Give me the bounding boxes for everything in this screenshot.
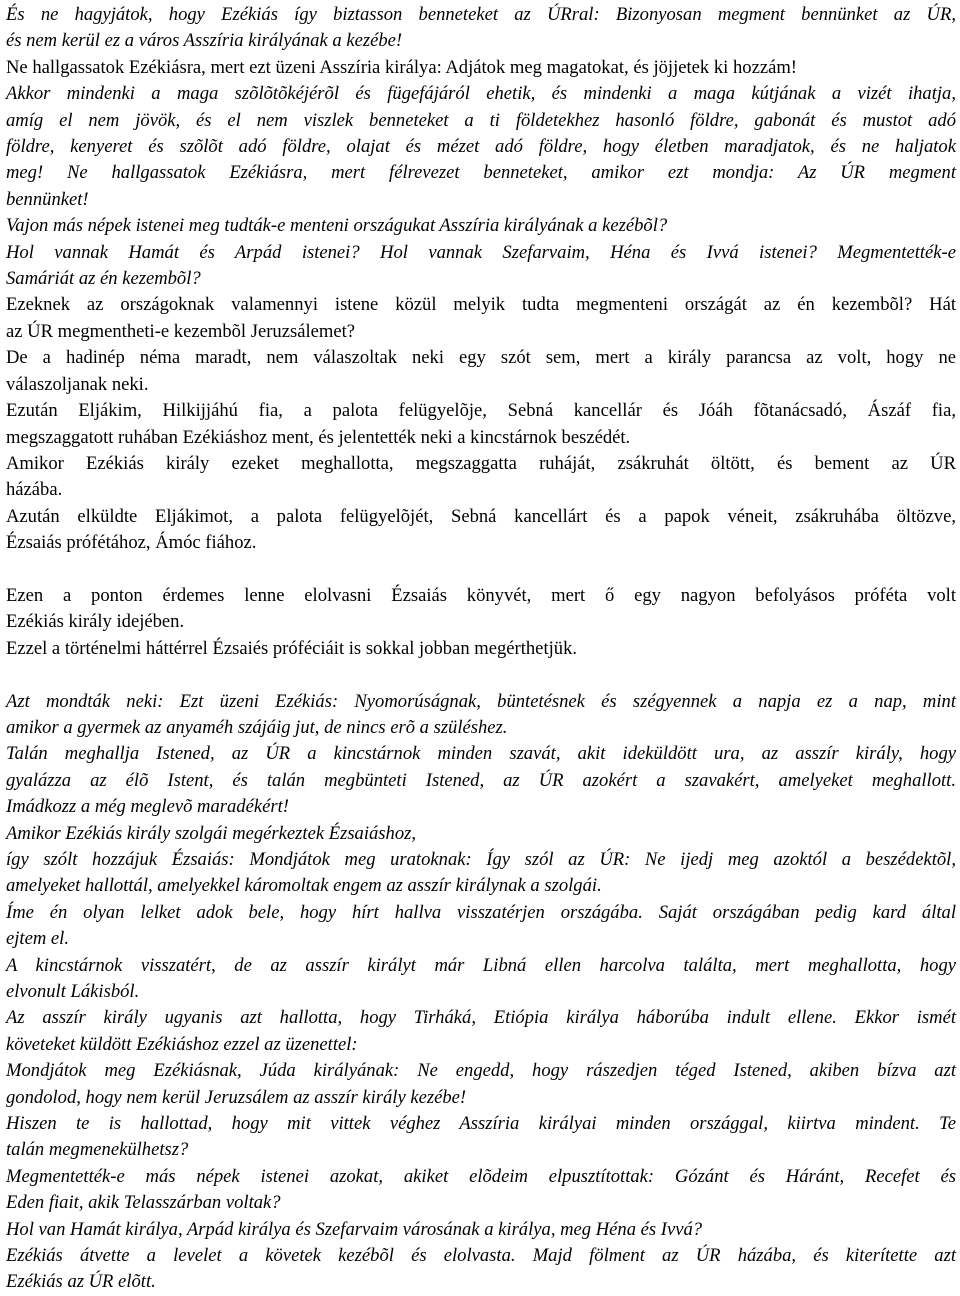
paragraph xyxy=(6,1164,956,1217)
text-line: Amikor Ezékiás király ezeket meghallotta, megszaggatta ruháját, zsákruhát öltött, és bement az ÚR xyxy=(6,452,956,474)
text-line: Azután elküldte Eljákimot, a palota felügyelõjét, Sebná kancellárt és a papok véneit, zsákruhába öltözve, xyxy=(6,505,956,527)
paragraph xyxy=(6,741,956,820)
text-line: talán megmenekülhetsz? xyxy=(6,1139,189,1161)
text-line: elvonult Lákisból. xyxy=(6,981,140,1002)
text-line: Mondjátok meg Ezékiásnak, Júda királyának: Ne engedd, hogy rászedjen téged Istened, akiben bízva azt xyxy=(6,1060,956,1082)
text-line: Ezékiás az ÚR elõtt. xyxy=(6,1271,156,1293)
text-line: az ÚR megmentheti-e kezembõl Jeruzsálemet? xyxy=(6,320,355,342)
text-line: Ezután Eljákim, Hilkijjáhú fia, a palota felügyelõje, Sebná kancellár és Jóáh fõtanácsadó, Ászáf fia, xyxy=(6,400,956,422)
paragraph xyxy=(6,1005,956,1058)
paragraph xyxy=(6,504,956,557)
text-line: Akkor mindenki a maga szõlõtõkéjérõl és fügefájáról ehetik, és mindenki a maga kútjának a vizét ihatja, xyxy=(6,83,956,105)
text-line: gyalázza az élõ Istent, és talán megbünteti Istened, az ÚR azokért a szavakért, amelyeket meghallott. xyxy=(6,769,956,791)
paragraph xyxy=(6,292,956,345)
text-line: földre, kenyeret és szõlõt adó földre, olajat és mézet adó földre, hogy életben maradjatok, és ne haljatok xyxy=(6,136,956,158)
text-line: így szólt hozzájuk Ézsaiás: Mondjátok meg uratoknak: Így szól az ÚR: Ne ijedj meg azoktól a beszédektõl, xyxy=(6,848,956,870)
text-line: És ne hagyjátok, hogy Ezékiás így biztasson benneteket az ÚRral: Bizonyosan megment bennünket az ÚR, xyxy=(6,4,956,25)
text-line: Ezékiás király idejében. xyxy=(6,611,185,633)
paragraph xyxy=(6,900,956,953)
paragraph xyxy=(6,1217,956,1243)
text-line: követeket küldött Ezékiáshoz ezzel az üzenettel: xyxy=(6,1033,358,1055)
paragraph xyxy=(6,240,956,293)
text-line: amikor a gyermek az anyaméh szájáig jut, de nincs erõ a szüléshez. xyxy=(6,716,508,738)
paragraph xyxy=(6,55,956,81)
text-line: bennünket! xyxy=(6,188,89,210)
text-line: Ne hallgassatok Ezékiásra, mert ezt üzeni Asszíria királya: Adjátok meg magatokat, és jöjjetek ki hozzám! xyxy=(6,56,797,78)
text-line: meg! Ne hallgassatok Ezékiásra, mert félrevezet benneteket, amikor ezt mondja: Az ÚR megment xyxy=(6,162,956,184)
text-line: Vajon más népek istenei meg tudták-e menteni országukat Asszíria királyának a kezébõl? xyxy=(6,215,668,237)
paragraph xyxy=(6,953,956,1006)
text-line: Azt mondták neki: Ezt üzeni Ezékiás: Nyomorúságnak, büntetésnek és szégyennek a napja ez a nap, mint xyxy=(6,690,956,712)
text-line: házába. xyxy=(6,479,63,501)
paragraph xyxy=(6,1243,956,1296)
text-line: amelyeket hallottál, amelyekkel káromoltak engem az asszír királynak a szolgái. xyxy=(6,875,602,897)
text-line: Íme én olyan lelket adok bele, hogy hírt hallva visszatérjen országába. Saját országában pedig kard által xyxy=(6,901,956,923)
paragraph xyxy=(6,689,956,742)
text-line: Megmentették-e más népek istenei azokat, akiket elõdeim elpusztítottak: Gózánt és Háránt, Recefet és xyxy=(6,1165,956,1187)
text-line: Ezékiás átvette a levelet a követek kezébõl és elolvasta. Majd fölment az ÚR házába, és kiterítette azt xyxy=(6,1245,956,1267)
paragraph xyxy=(6,345,956,398)
paragraph xyxy=(6,847,956,900)
text-line: amíg el nem jövök, és el nem viszlek benneteket a ti földetekhez hasonló földre, gabonát és mustot adó xyxy=(6,109,956,131)
text-line: Ézsaiás prófétához, Ámóc fiához. xyxy=(6,532,257,554)
text-line: Amikor Ezékiás király szolgái megérkeztek Ézsaiáshoz, xyxy=(6,822,417,844)
paragraph xyxy=(6,1111,956,1164)
paragraph xyxy=(6,81,956,213)
paragraph xyxy=(6,398,956,451)
text-line: Talán meghallja Istened, az ÚR a kincstárnok minden szavát, akit ideküldött ura, az asszír király, hogy xyxy=(6,743,956,765)
paragraph xyxy=(6,2,956,55)
document-page xyxy=(6,2,956,1296)
paragraph xyxy=(6,821,956,847)
paragraph-gap xyxy=(6,557,956,583)
text-line: Ezen a ponton érdemes lenne elolvasni Ézsaiás könyvét, mert ő egy nagyon befolyásos próféta volt xyxy=(6,584,956,606)
text-line: Hol vannak Hamát és Arpád istenei? Hol vannak Szefarvaim, Héna és Ivvá istenei? Megmentették-e xyxy=(6,241,956,263)
text-line: A kincstárnok visszatért, de az asszír királyt már Libná ellen harcolva találta, mert meghallotta, hogy xyxy=(6,954,956,976)
paragraph xyxy=(6,636,956,662)
paragraph xyxy=(6,451,956,504)
paragraph xyxy=(6,583,956,636)
text-line: Imádkozz a még meglevõ maradékért! xyxy=(6,796,289,818)
text-line: Hiszen te is hallottad, hogy mit vittek véghez Asszíria királyai minden országgal, kiirtva mindent. Te xyxy=(6,1113,956,1135)
text-line: megszaggatott ruhában Ezékiáshoz ment, és jelentették neki a kincstárnok beszédét. xyxy=(6,426,631,448)
text-line: Ezzel a történelmi háttérrel Ézsaiés próféciáit is sokkal jobban megérthetjük. xyxy=(6,637,578,659)
text-line: Eden fiait, akik Telasszárban voltak? xyxy=(6,1192,281,1214)
text-line: De a hadinép néma maradt, nem válaszoltak neki egy szót sem, mert a király parancsa az volt, hogy ne xyxy=(6,347,956,369)
text-line: Hol van Hamát királya, Arpád királya és Szefarvaim városának a királya, meg Héna és Ivvá? xyxy=(6,1218,703,1240)
paragraph-gap xyxy=(6,662,956,688)
text-line: válaszoljanak neki. xyxy=(6,373,149,395)
paragraph xyxy=(6,1058,956,1111)
text-line: és nem kerül ez a város Asszíria királyának a kezébe! xyxy=(6,30,403,52)
text-line: Az asszír király ugyanis azt hallotta, hogy Tirháká, Etiópia királya háborúba indult ellene. Ekkor ismét xyxy=(6,1007,956,1029)
text-line: Ezeknek az országoknak valamennyi istene közül melyik tudta megmenteni országát az én kezembõl? Hát xyxy=(6,294,956,316)
paragraph xyxy=(6,213,956,239)
text-line: ejtem el. xyxy=(6,928,69,950)
text-line: gondolod, hogy nem kerül Jeruzsálem az asszír király kezébe! xyxy=(6,1086,467,1108)
text-line: Samáriát az én kezembõl? xyxy=(6,268,201,290)
